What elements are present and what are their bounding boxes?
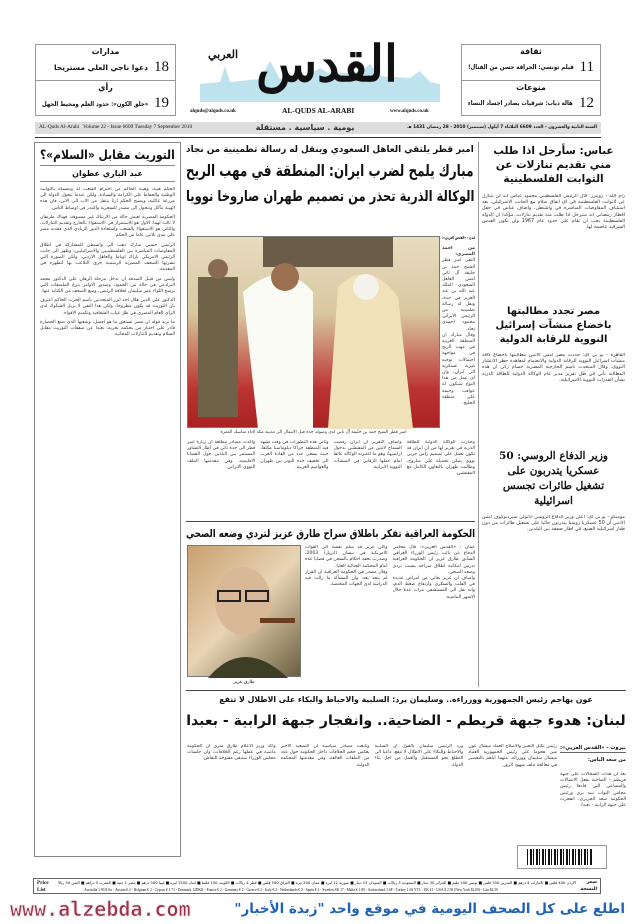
- photo-figures: [188, 237, 441, 429]
- paragraph: الحكومة المصرية تعيش حالة من الارتباك غير مسبوقة، فهناك طريقان لا ثالث لهما: الاول هو الاستمرار في الاستقواء بالخارج وتقديم التنازلات، والثاني هو الاستقواء بالشعب واستعادة الدور الريادي الذي فقدته مصر على مدى ثلاثين عاما من الحكم.: [40, 214, 175, 239]
- paragraph: التقى امير قطر الشيخ حمد بن خليفة آل ثاني امس العاهل السعودي الملك عبد الله بن عبد العزيز في جدة، ونقل له رسالة تطمينية من الرئيس الايراني محمود احمدي نجاد.: [442, 258, 475, 332]
- alzebda-tagline[interactable]: اطلع على كل الصحف اليومية في موقع واحد "زبدة الأخبار": [234, 901, 625, 917]
- main-headline-1[interactable]: مبارك يلمح لضرب ايران: المنطقة في مهب الريح: [186, 161, 474, 180]
- iraq-body-columns: [305, 545, 475, 680]
- text-column: [393, 545, 476, 680]
- text-column: وتابعت مصادر سياسية ان التصعيد الاخير يعكس حجم الخلافات داخل الحكومة حول عدد من الملفات العالقة، وفي مقدمتها المحكمة الدولية.: [280, 744, 370, 768]
- price-arab: الاردن 400 فلس ■ الامارات 4 درهم ■ البحرين 350 فلس ■ تونس 100 مليم ■ الجزائر 30 دينار ■ السعودية 3 ريالات ■ السودان 15 دينار ■ سورية 12 ليرة ■ عمان 200 بيزة ■ العراق 500 فلس ■ قطر 4 ريالات ■ الكويت 150 فلسا ■ لبنان 1500 ليرة ■ ليبيا 500 درهم ■ مصر 1 جنيه ■ المغرب 5 دراهم ■ اليمن 50 ريالا: [58, 880, 576, 885]
- paragraph: وقال مصدر في الحكومة العراقية ان القرار لم يتخذ بعد، وان المسألة ما زالت قيد الدراسة لدى الجهات المختصة.: [305, 569, 388, 588]
- text-column: وتأتي هذه التطورات في وقت تشهد فيه المنطقة حراكا دبلوماسيا مكثفا، حيث يسعى عدد من القادة العرب الى تخفيف حدة التوتر بين طهران والعواصم الغربية.: [260, 440, 329, 470]
- text-column: ورد الرئيس سليمان بالقول ان السلبية والاحباط والبكاء على الاطلال لا تنفع، داعيا الى التطلع نحو المستقبل والعمل من اجل بناء الدولة.: [374, 744, 464, 768]
- index-item-culture[interactable]: [462, 45, 600, 81]
- dateline-english: AL-Quds Al-Arabi Volume 22 - Issue 6609 Tuesday 7 September 2010: [39, 124, 193, 130]
- egypt-body: القاهرة - يو بي آي: جددت مصر امس الاثنين مطالبتها باخضاع كافة منشآت اسرائيل النووية للرقابة الدولية والانضمام لمعاهدة حظر الانتشار النووي. وقال المتحدث باسم الخارجية المصرية حسام زكي ان هذه المطالبة تأتي في ظل تقرير مدير عام الوكالة الدولية للطاقة الذرية بشأن القدرات النووية الاسرائيلية.: [482, 353, 625, 383]
- price-list: [33, 878, 601, 894]
- main-side-column: [442, 246, 475, 430]
- right-column: [482, 142, 625, 687]
- price-intl: Australia 1.90 $ Au - Austria € 2 - Belgium € 2 - Cyprus € 1.71 - Denmark 12DKK - France € 2 - Germany € 2 - Greece € 2 - Italy € 2 - Netherlands € 2 - Spain € 2 - Sweden SK 17 - Malta € 1.80 - Switzerland 3 SF - Turkey 1.60 YTL - UK £1 - USA $ 2.50 (New York $2.00) - Can $2.50: [84, 888, 498, 892]
- main-headline-2[interactable]: الوكالة الذرية تحذر من تصميم طهران صاروخا نوويا: [185, 189, 474, 205]
- paragraph: عمان - «القدس العربي»: قال محامي الدفاع عن نائب رئيس الوزراء العراقي السابق طارق عزيز ان الحكومة العراقية تدرس امكانية اطلاق سراحه بسبب تردي وضعه الصحي.: [392, 545, 475, 575]
- slogan: يومية . سياسية . مستقلة: [255, 123, 355, 132]
- index-title: هالة دياب: شرقيات يصادر اجساد النساء: [468, 100, 573, 107]
- website-link[interactable]: www.alquds.co.uk: [390, 109, 429, 114]
- paragraph: الدكتور علي الدين هلال احد ابرز المتحدثين باسم الحزب الحاكم اعترف بان التوريث قد يكون مطروحا، ولكن هذا النفي لا يزيل الشكوك لدى الرأي العام المصري في ظل غياب الشفافية وتكميم الافواه.: [40, 298, 175, 316]
- text-column: واضاف التقرير ان ايران رفضت السماح لاثنين من المفتشين بدخول اراضيها، وهو ما اعتبرته الوكالة عائقا امام عملها الرقابي في المنشآت النووية الايرانية.: [333, 440, 402, 470]
- logo: [190, 34, 452, 118]
- russia-body: موسكو - يو بي آي: أعلن وزير الدفاع الروسي أناتولي سيرديوكوف امس الاثنين أن 50 عسكريا روسيا يتدربون حاليا على تشغيل طائرات من دون طيار اسرائيلية الصنع، في اطار صفقة بين البلدين.: [482, 515, 625, 533]
- text-column: واكدت مصادر مطلعة ان زيارة امير قطر الى جدة تأتي في اطار التشاور المستمر بين البلدين حول القضايا الاقليمية، وفي مقدمتها الملف النووي الايراني.: [187, 440, 256, 470]
- text-column: وحذرت الوكالة الدولية للطاقة الذرية في تقرير لها من ان ايران قد تكون تعمل على تصميم رأس حربي نووي يمكن تحميله على صاروخ، وطالبت طهران بالتعاون الكامل مع المفتشين.: [406, 440, 475, 477]
- tariq-aziz-photo[interactable]: [187, 545, 301, 677]
- masthead-rule: [35, 137, 601, 138]
- tariq-aziz-caption: طارق عزيز: [233, 680, 255, 685]
- lebanon-byline-block: [560, 744, 626, 764]
- paragraph: وكان عزيز قد سلم نفسه الى القوات الامريكية في نيسان (ابريل) 2003، وصدرت بحقه احكام بالسجن في قضايا عدة امام المحكمة الجنائية العليا.: [305, 545, 388, 569]
- opinion-title[interactable]: التوريث مقابل «السلام»؟: [40, 147, 175, 162]
- opinion-body: [40, 187, 175, 842]
- index-title: دعوا ناجي العلي مستريحا: [53, 63, 148, 72]
- lebanon-author: من سعد الياس:: [587, 757, 626, 763]
- index-section: مدارات: [91, 47, 120, 56]
- main-photo-caption: امير قطر الشيخ حمد بن خليفة آل ثاني لدى وصوله جدة قبل الانتقال الى مدينة مكة لاداء مناسك العمرة: [220, 430, 407, 435]
- dateline-arabic: السنة الثانية والعشرون - العدد 6609 الثلاثاء 7 أيلول (سبتمبر) 2010 - 28 رمضان 1431 هـ: [407, 125, 597, 130]
- index-section: منوعات: [516, 83, 546, 92]
- index-title: فيلم تونسي: الحراقة حسن من القتال!: [467, 64, 574, 71]
- left-index-box: [35, 44, 176, 116]
- price-label-en: Price List: [37, 880, 49, 893]
- paragraph: واضاف ان عزيز يعاني من امراض عديدة في القلب والسكري وارتفاع ضغط الدم، وانه نقل الى المستشفى مرات عدة خلال الاشهر الماضية.: [392, 576, 475, 600]
- lebanon-lead: بعد ان هدأت السجالات على جبهة قريطم - الضاحية بفعل الاتصالات والمساعي التي قادها رئيس مجلس النواب نبيه بري ورئيس الحكومة سعد الحريري، انفجرت على جبهة الرابية - بعبدا.: [560, 772, 626, 809]
- text-column: [305, 545, 388, 680]
- main-kicker[interactable]: امير قطر يلتقي العاهل السعودي وينقل له رسالة تطمينية من نجاد: [186, 144, 474, 155]
- lebanon-headline[interactable]: لبنان: هدوء جبهة قريطم - الضاحية.. وانفجار جبهة الرابية - بعبدا: [186, 713, 626, 729]
- lebanon-byline: بيروت - «القدس العربي»:: [560, 745, 626, 751]
- index-page: 18: [154, 59, 169, 75]
- index-item-madarat[interactable]: [36, 45, 175, 81]
- russia-headline[interactable]: وزير الدفاع الروسي: 50 عسكريا يتدربون على تشغيل طائرات تجسس اسرائيلية: [499, 450, 608, 507]
- text-column: واكد وزير الاعلام طارق متري ان الحكومة ماضية في عملها رغم الخلافات، وان جلسات مجلس الوزراء ستبقى مفتوحة للنقاش.: [187, 744, 276, 762]
- paragraph: ما نريد قوله ان مصر تستحق ما هو افضل، وشعبها الذي صنع الحضارة قادر على اختيار من يحكمه بحرية، بعيدا عن صفقات التوريث مقابل السلام وتقديم التنازلات المجانية.: [40, 319, 175, 338]
- right-index-box: [461, 44, 601, 116]
- barcode: [517, 845, 607, 869]
- logo-subtitle: العربي: [208, 48, 239, 61]
- price-label-ar: سعر النسخة: [580, 880, 597, 892]
- portrait-figure: [188, 546, 302, 678]
- opinion-column: [34, 142, 181, 857]
- alzebda-url[interactable]: www.alzebda.com: [10, 897, 191, 921]
- index-item-opinion[interactable]: [36, 81, 175, 116]
- index-page: 19: [154, 95, 169, 111]
- index-section: رأي: [98, 83, 113, 92]
- lebanon-kicker[interactable]: عون يهاجم رئيس الجمهورية ووزراءه.. وسليمان يرد: السلبية والاحباط والبكاء على الاطلال لا تنفع: [219, 695, 593, 704]
- index-page: 12: [579, 95, 594, 111]
- section-divider: [186, 690, 626, 691]
- paragraph: الحكم هيبة، وهيبة الحاكم من احترام الشعب له وتمسكه بالثوابت الوطنية والحفاظ على الكرامة والسيادة، ولكن عندما تتحول الدولة الى مزرعة عائلية، ويصبح الحكم ارثا يتنقل من الاب الى الابن، فان هذه الهيبة تتآكل وتتحول الى مصدر للسخرية والتندر في اوساط الناس.: [40, 187, 175, 211]
- paragraph: وليس من قبيل الصدفة ان تدخل مرحلة الرهان على الدكتور محمد البرادعي في حالة من الجمود، وصدور الاوامر بنزع الملصقات التي ترشح اللواء عمر سليمان لخلافة الرئيس، ومنع الصحف من الكتابة عنها.: [40, 276, 175, 295]
- main-body-columns: [187, 440, 475, 518]
- index-item-misc[interactable]: [462, 81, 600, 116]
- column-divider: [478, 142, 479, 687]
- abbas-body: رام الله - رويترز: قال الرئيس الفلسطيني محمود عباس انه لن يتنازل عن الثوابت الفلسطينية في اي اتفاق سلام مع الجانب الاسرائيلي، بعد استئناف المفاوضات المباشرة في واشنطن. واضاف عباس في حفل افطار رمضاني انه سيرحل اذا طلب منه تقديم تنازلات، مؤكدا ان الدولة الفلسطينية يجب ان تقام على حدود عام 1967 وان تكون القدس الشرقية عاصمة لها.: [482, 194, 625, 231]
- paragraph: الرئيس حسني مبارك ذهب الى واشنطن للمشاركة في اطلاق المفاوضات المباشرة بين الفلسطينيين والاسرائيليين، وظهر الى جانب الرئيس الامريكي باراك اوباما والعاهل الاردني، ولكن الصورة التي نشرتها الصحف المصرية الرسمية جرى التلاعب بها لتظهره في المقدمة.: [40, 242, 175, 273]
- index-page: 11: [579, 59, 594, 75]
- opinion-author: عبد الباري عطوان: [40, 166, 175, 182]
- author: من احمد المصري:: [442, 246, 475, 258]
- main-byline: لندن - «القدس العربي»:: [441, 236, 475, 241]
- logo-english: AL-QUDS AL-ARABI: [282, 106, 355, 115]
- dateline-strip: [35, 122, 601, 134]
- paragraph: وقال مبارك ان المنطقة العربية في مهب الريح في مواجهة احتمالات توجيه ضربة عسكرية الى ايران، وان اي عمل من هذا النوع ستكون له عواقب وخيمة على منطقة الخليج.: [442, 332, 475, 407]
- text-column: رئيس تكتل التغيير والاصلاح العماد ميشال عون شن هجوما على رئيس الجمهورية العماد ميشال سليمان ووزرائه، متهما اياهم بالتقصير في معالجة ملف شهود الزور.: [468, 744, 557, 768]
- index-section: ثقافة: [520, 47, 542, 56]
- main-photo[interactable]: [187, 236, 440, 428]
- logo-title-wrap: [252, 32, 402, 98]
- email-address[interactable]: alquds@alquds.co.uk: [190, 109, 236, 114]
- egypt-headline[interactable]: مصر تجدد مطالبتها باخضاع منشآت إسرائيل النووية للرقابة الدولية: [495, 306, 612, 345]
- index-title: «خلق الكون»: حدود العلم ومحيط الجهل: [41, 99, 148, 108]
- logo-title: القدس: [256, 34, 398, 93]
- section-divider: [186, 521, 475, 522]
- lebanon-body-columns: [187, 744, 557, 869]
- abbas-headline[interactable]: عباس: سأرحل اذا طلب مني تقديم تنازلات عن الثوابت الفلسطينية: [493, 145, 614, 185]
- iraq-headline[interactable]: الحكومة العراقية تفكر باطلاق سراح طارق عزيز لتردي وضعه الصحي: [185, 527, 475, 540]
